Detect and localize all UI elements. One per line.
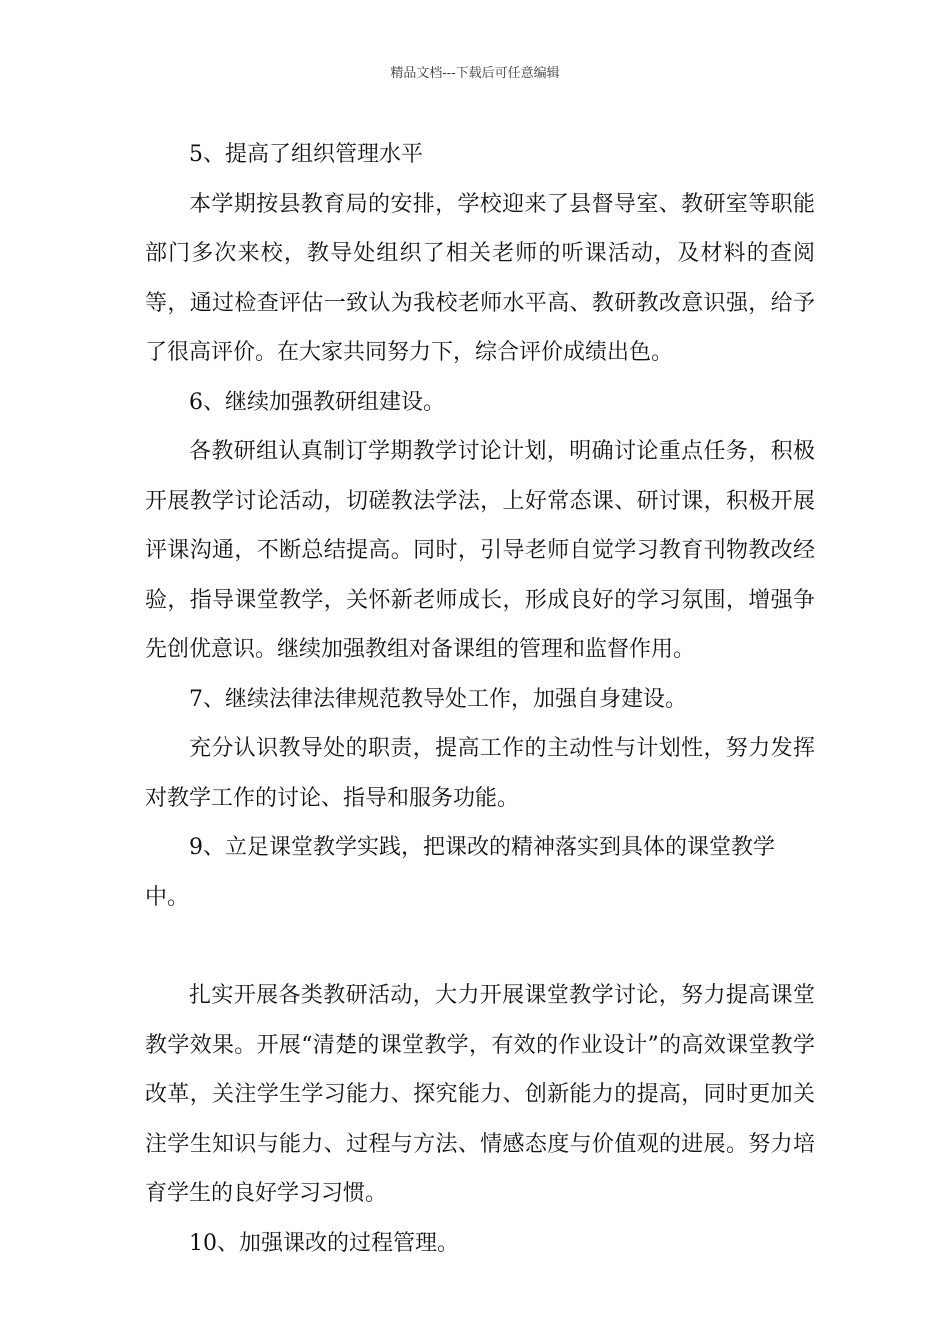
section-heading-10: 10、加强课改的过程管理。	[189, 1230, 459, 1256]
section-heading-5: 5、提高了组织管理水平	[189, 142, 423, 167]
paragraph-responsibilities: 充分认识教导处的职责，提高工作的主动性与计划性，努力发挥对教学工作的讨论、指导和服务功能。	[145, 736, 815, 811]
section-heading-6: 6、继续加强教研组建设。	[189, 389, 445, 415]
paragraph-supervision: 本学期按县教育局的安排，学校迎来了县督导室、教研室等职能部门多次来校，教导处组织了相关老师的听课活动，及材料的查阅等，通过检查评估一致认为我校老师水平高、教研教改意识强，给予了很高评价。在大家共同努力下，综合评价成绩出色。	[145, 191, 815, 365]
blank-line	[145, 922, 815, 971]
paragraph-classroom-reform: 扎实开展各类教研活动，大力开展课堂教学讨论，努力提高课堂教学效果。开展“清楚的课堂教学，有效的作业设计”的高效课堂教学改革，关注学生学习能力、探究能力、创新能力的提高，同时更加关注学生知识与能力、过程与方法、情感态度与价值观的进展。努力培育学生的良好学习习惯。	[145, 983, 815, 1206]
document-body	[145, 130, 815, 1268]
page-header: 精品文档---下载后可任意编辑	[390, 66, 560, 81]
paragraph-research-groups: 各教研组认真制订学期教学讨论计划，明确讨论重点任务，积极开展教学讨论活动，切磋教法学法，上好常态课、研讨课，积极开展评课沟通，不断总结提高。同时，引导老师自觉学习教育刊物教改经验，指导课堂教学，关怀新老师成长，形成良好的学习氛围，增强争先创优意识。继续加强教组对备课组的管理和监督作用。	[145, 439, 815, 662]
section-heading-7: 7、继续法律法律规范教导处工作，加强自身建设。	[189, 686, 687, 712]
section-heading-9: 9、立足课堂教学实践，把课改的精神落实到具体的课堂教学中。	[145, 835, 775, 910]
